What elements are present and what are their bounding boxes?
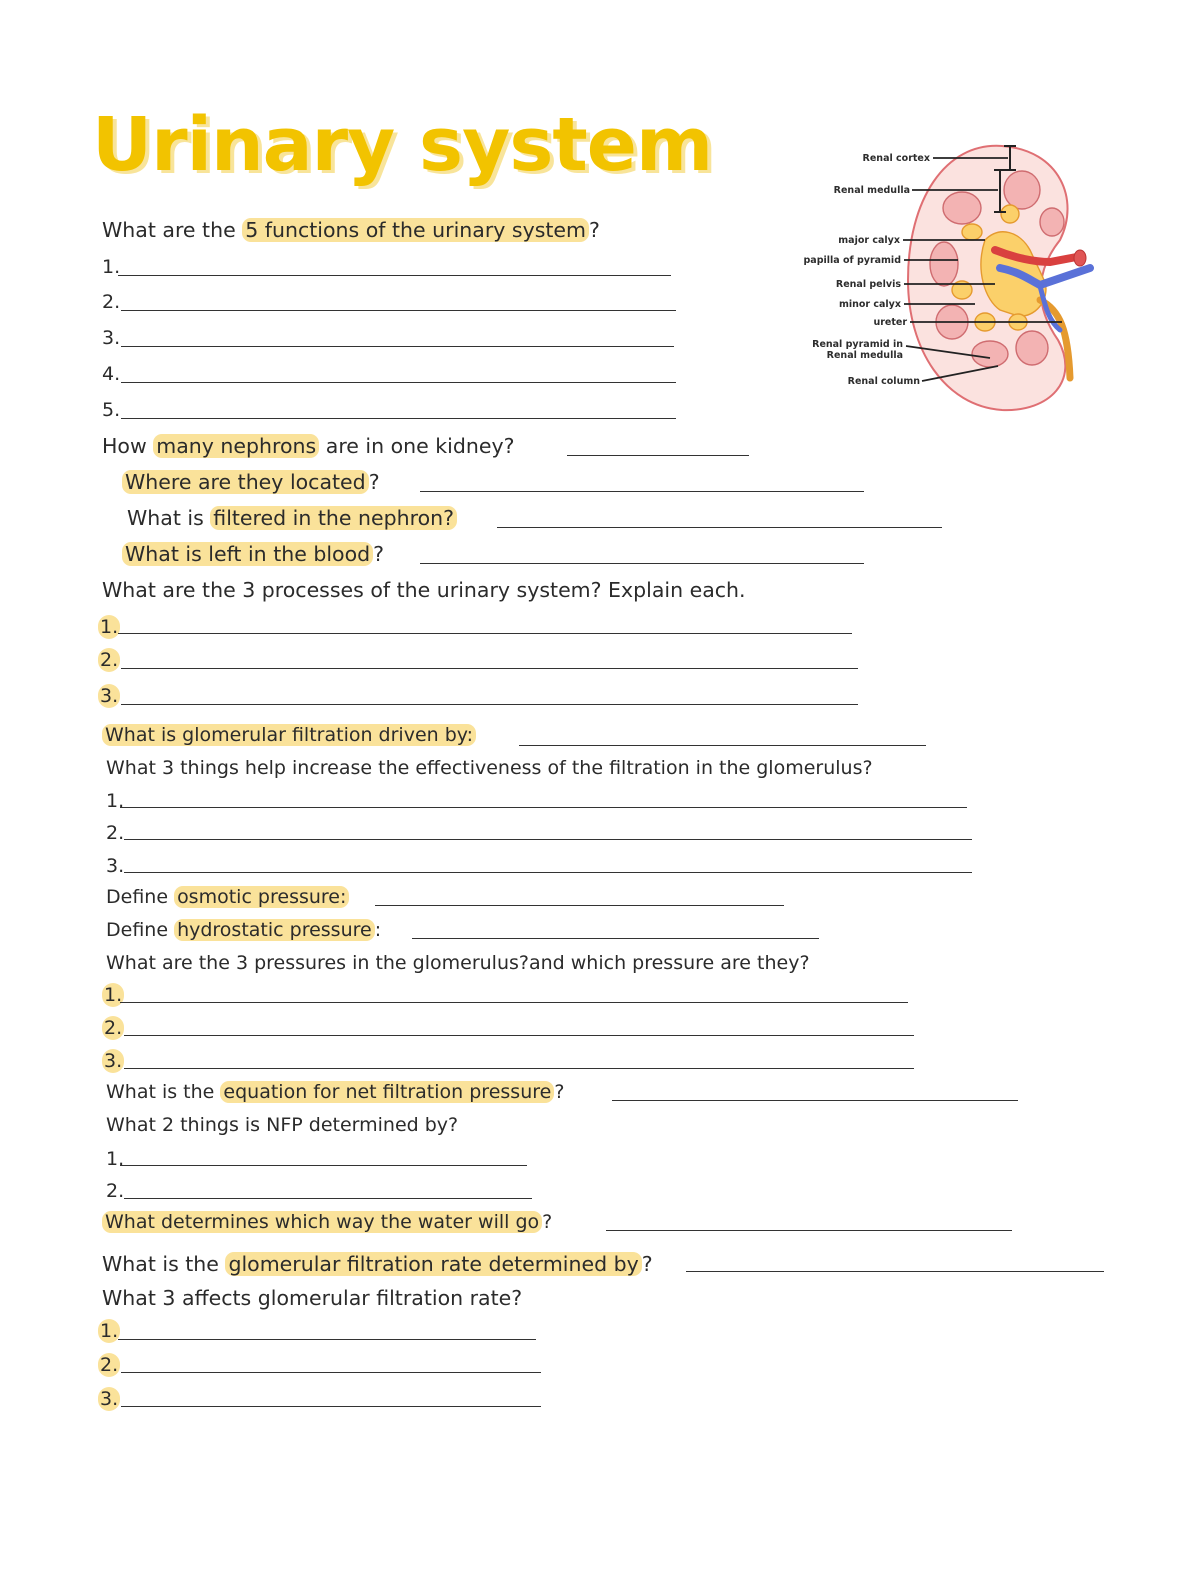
answer-number: 4. [102,363,121,385]
highlight: filtered in the nephron? [210,506,457,530]
answer-line[interactable] [497,527,942,528]
label-renal-column: Renal column [847,376,920,387]
label-renal-cortex: Renal cortex [862,153,930,164]
highlight: What determines which way the water will go [102,1211,542,1233]
label-ureter: ureter [873,317,907,328]
answer-line[interactable] [606,1230,1012,1231]
question-blood: What is left in the blood ? [122,544,384,565]
answer-line[interactable] [124,839,972,840]
answer-line[interactable] [121,704,858,705]
answer-line[interactable] [124,1198,532,1199]
renal-pyramid [1004,171,1040,209]
question-gfr-determined: What is the glomerular filtration rate determined by ? [102,1252,653,1276]
label-major-calyx: major calyx [838,235,900,246]
renal-artery-end [1074,250,1086,266]
answer-number: 2. [106,822,125,844]
renal-pyramid [972,341,1008,367]
answer-line[interactable] [420,563,864,564]
highlight: osmotic pressure: [174,886,349,908]
question-gfr-affects: What 3 affects glomerular filtration rate? [102,1286,523,1310]
question-nephrons: How many nephrons are in one kidney? [102,434,515,458]
answer-number: 2. [100,649,119,671]
question-nfp-determined: What 2 things is NFP determined by? [106,1114,459,1136]
highlight: 5 functions of the urinary system [242,218,589,242]
answer-line[interactable] [120,807,967,808]
answer-line[interactable] [686,1271,1104,1272]
answer-line[interactable] [519,745,926,746]
label-renal-pyramid: Renal pyramid in [812,339,903,350]
answer-number: 2. [102,291,121,313]
question-filtered: What is filtered in the nephron? [127,508,457,529]
label-renal-pelvis: Renal pelvis [835,279,901,290]
highlight: What is left in the blood [122,542,373,566]
label-minor-calyx: minor calyx [838,299,901,310]
question-osmotic: Define osmotic pressure: [106,888,349,907]
answer-line[interactable] [120,1165,527,1166]
answer-line[interactable] [118,633,852,634]
answer-line[interactable] [121,1372,541,1373]
answer-number: 2. [106,1180,125,1202]
page-title: Urinary system [92,102,713,188]
answer-number: 5. [102,399,121,421]
answer-number: 1. [106,790,125,812]
answer-number: 1. [100,1320,119,1342]
label-renal-pyramid-medulla: Renal medulla [826,350,903,361]
answer-number: 2. [100,1354,119,1376]
answer-line[interactable] [420,491,864,492]
question-pressures: What are the 3 pressures in the glomerulus?and which pressure are they? [106,952,810,974]
answer-number: 3. [104,1050,123,1072]
question-nfp-equation: What is the equation for net filtration pressure ? [106,1081,565,1103]
answer-line[interactable] [120,1002,908,1003]
highlight: What is glomerular filtration driven by: [102,724,476,746]
question-processes: What are the 3 processes of the urinary system? Explain each. [102,578,746,602]
highlight: hydrostatic pressure [174,919,375,941]
answer-number: 3. [106,855,125,877]
renal-pyramid [1016,331,1048,365]
highlight: glomerular filtration rate determined by [225,1252,641,1276]
answer-number: 2. [104,1017,123,1039]
answer-line[interactable] [124,872,972,873]
kidney-diagram [0,0,1200,420]
answer-number: 1. [102,256,121,278]
answer-line[interactable] [375,905,784,906]
highlight: equation for net filtration pressure [220,1081,554,1103]
minor-calyx [1001,205,1019,223]
minor-calyx [962,224,982,240]
question-functions: What are the 5 functions of the urinary system ? [102,218,600,242]
renal-pyramid [930,242,958,286]
question-water-direction: What determines which way the water will go ? [102,1213,552,1232]
answer-line[interactable] [121,668,858,669]
question-location: Where are they located ? [122,472,380,493]
answer-line[interactable] [612,1100,1018,1101]
answer-number: 3. [100,685,119,707]
answer-line[interactable] [567,455,749,456]
question-hydrostatic: Define hydrostatic pressure : [106,919,382,941]
answer-number: 3. [102,327,121,349]
question-effectiveness: What 3 things help increase the effectiveness of the filtration in the glomerulus? [106,757,873,779]
label-renal-medulla: Renal medulla [833,185,910,196]
answer-line[interactable] [412,938,819,939]
renal-pyramid [1040,208,1064,236]
highlight: Where are they located [122,470,369,494]
answer-number: 1. [100,616,119,638]
answer-line[interactable] [121,1406,541,1407]
label-papilla: papilla of pyramid [803,255,901,266]
highlight: many nephrons [153,434,319,458]
answer-number: 1. [104,984,123,1006]
answer-number: 3. [100,1388,119,1410]
question-filtration-driven [102,726,476,745]
renal-pyramid [943,192,981,224]
answer-line[interactable] [124,1068,914,1069]
answer-number: 1. [106,1148,125,1170]
answer-line[interactable] [124,1035,914,1036]
answer-line[interactable] [118,1339,536,1340]
